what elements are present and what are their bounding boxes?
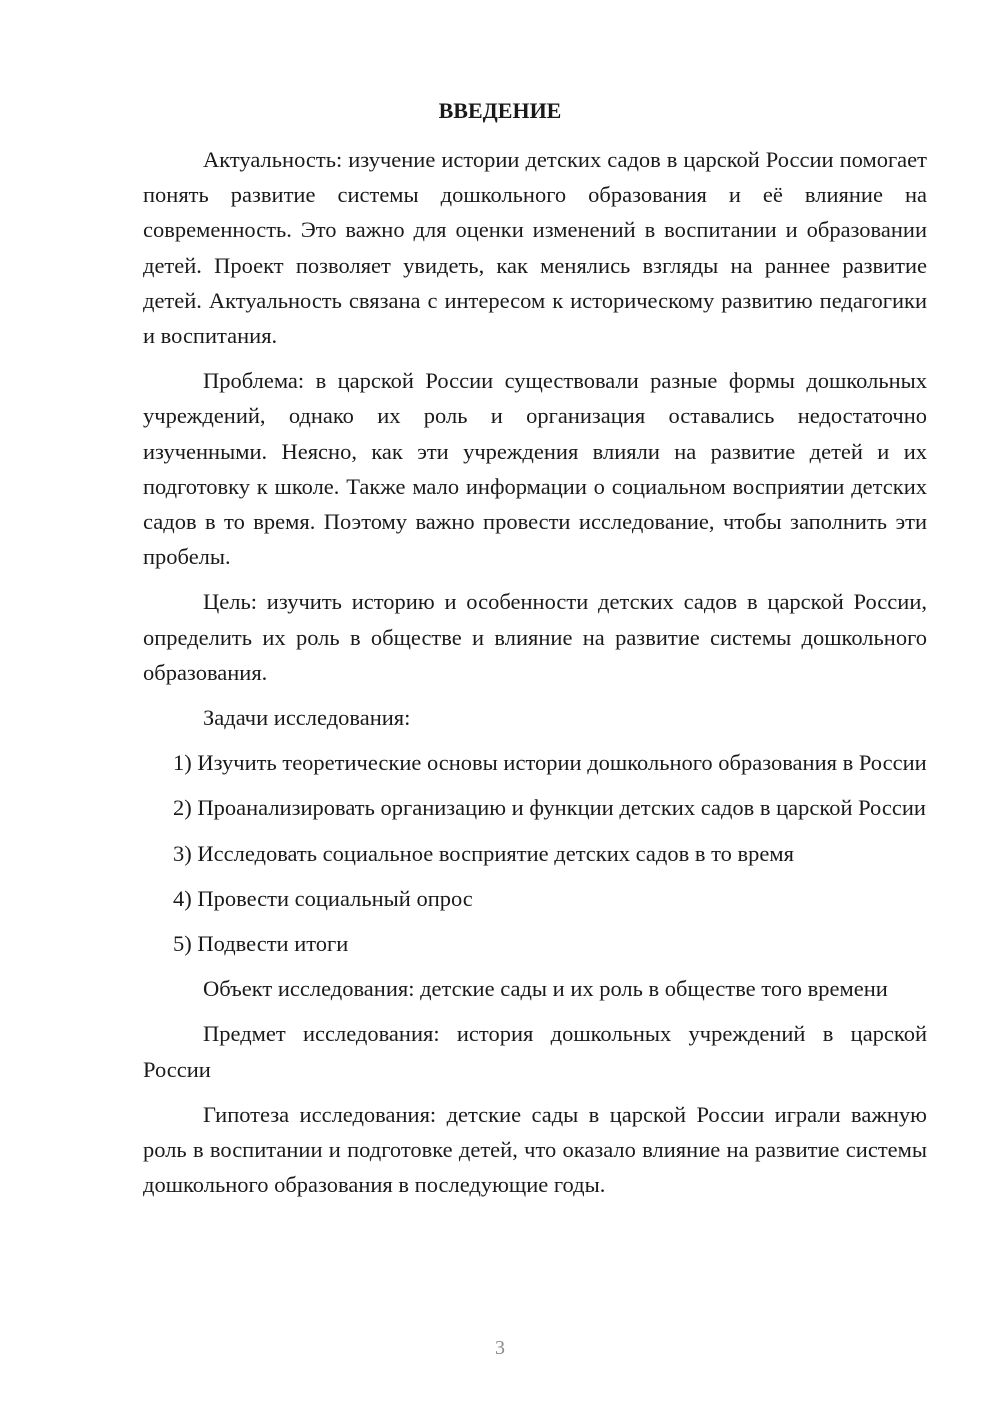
body-text xyxy=(143,142,927,1202)
page-number: 3 xyxy=(495,1337,505,1359)
task-item: 4) Провести социальный опрос xyxy=(173,885,473,911)
page-title: ВВЕДЕНИЕ xyxy=(438,98,562,123)
problem-paragraph: Проблема: в царской России существовали разные формы дошкольных учреждений, однако их роль и организация оставались недостаточно изученными. Неясно, как эти учреждения влияли на развитие детей и их подготовку к школе. Также мало информации о социальном восприятии детских садов в то время. Поэтому важно провести исследование, чтобы заполнить эти пробелы. xyxy=(143,368,927,570)
object-paragraph: Объект исследования: детские сады и их роль в обществе того времени xyxy=(203,976,888,1002)
task-item: 1) Изучить теоретические основы истории дошкольного образования в России xyxy=(173,750,927,776)
relevance-paragraph: Актуальность: изучение истории детских садов в царской России помогает понять развитие системы дошкольного образования и её влияние на современность. Это важно для оценки изменений в воспитании и образовании детей. Проект позволяет увидеть, как менялись взгляды на раннее развитие детей. Актуальность связана с интересом к историческому развитию педагогики и воспитания. xyxy=(143,147,927,349)
tasks-heading: Задачи исследования: xyxy=(203,705,411,731)
goal-paragraph: Цель: изучить историю и особенности детских садов в царской России, определить их роль в обществе и влияние на развитие системы дошкольного образования. xyxy=(143,589,927,685)
hypothesis-paragraph: Гипотеза исследования: детские сады в царской России играли важную роль в воспитании и подготовке детей, что оказало влияние на развитие системы дошкольного образования в последующие годы. xyxy=(143,1101,927,1198)
task-item: 5) Подвести итоги xyxy=(173,931,349,957)
task-item: 3) Исследовать социальное восприятие детских садов в то время xyxy=(173,840,794,866)
subject-paragraph: Предмет исследования: история дошкольных учреждений в царской России xyxy=(143,1021,927,1082)
task-item: 2) Проанализировать организацию и функции детских садов в царской России xyxy=(173,795,926,821)
